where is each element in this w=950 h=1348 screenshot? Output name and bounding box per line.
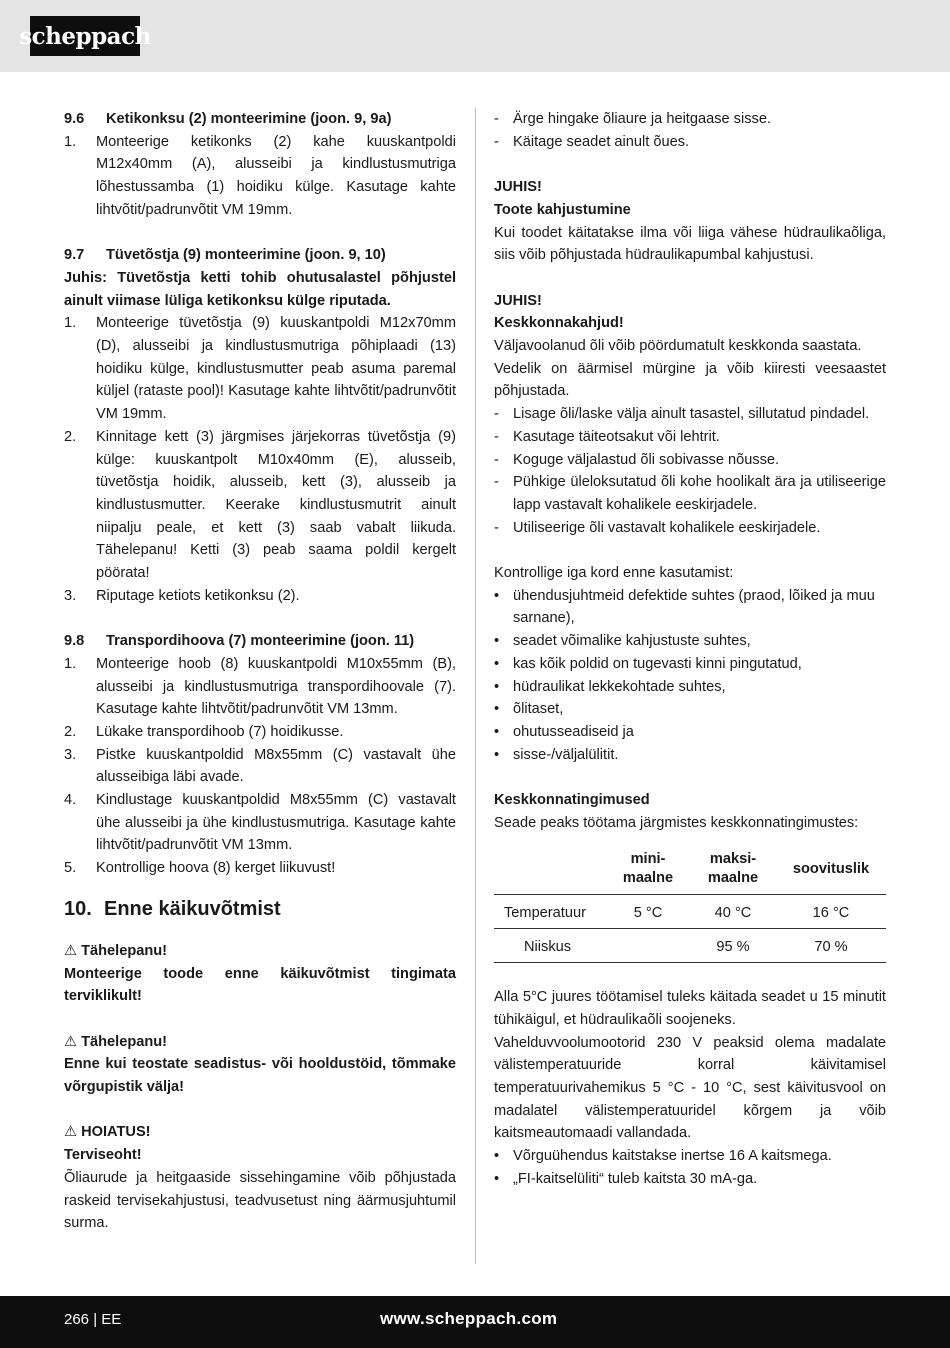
- warning-1-head: ⚠ Tähelepanu!: [64, 942, 168, 959]
- section-10-heading: 10. Enne käikuvõtmist: [64, 897, 281, 920]
- bullet-item: • ohutusseadiseid ja: [494, 723, 634, 740]
- bullet-item: • „FI-kaitselüliti“ tuleb kaitsta 30 mA-ga.: [494, 1170, 758, 1187]
- bullet-item: • Võrguühendus kaitstakse inertse 16 A kaitsmega.: [494, 1148, 832, 1165]
- dash-item: - Lisage õli/laske välja ainult tasastel, sillutatud pindadel.: [494, 406, 870, 423]
- table-header-row: [494, 838, 886, 895]
- dash-item: - Ärge hingake õliaure ja heitgaase sisse.: [494, 111, 771, 127]
- note-1-sub: Toote kahjustumine: [494, 201, 631, 218]
- check-intro: Kontrollige iga kord enne kasutamist:: [494, 565, 734, 582]
- section-9-6-title: 9.6 Ketikonksu (2) monteerimine (joon. 9, 9a): [64, 111, 392, 127]
- dash-item: - Pühkige üleloksutatud õli kohe hoolikalt ära ja utiliseerige lapp vastavalt kohalikele eeskirjadele.: [494, 474, 886, 513]
- note-2-sub: Keskkonnakahjud!: [494, 315, 624, 332]
- right-column: [494, 108, 886, 1190]
- warning-3-sub: Terviseoht!: [64, 1147, 142, 1164]
- page-number: 266 | EE: [64, 1311, 122, 1328]
- env-title: Keskkonnatingimused: [494, 792, 650, 809]
- left-column: [64, 108, 456, 1235]
- dash-item: - Koguge väljalastud õli sobivasse nõusse.: [494, 451, 780, 468]
- warning-triangle-icon: ⚠: [64, 942, 78, 959]
- bullet-item: • sisse-/väljalülitit.: [494, 746, 619, 763]
- note-2-text-1: Väljavoolanud õli võib pöördumatult keskkonda saastata.: [494, 338, 862, 354]
- dash-item: - Utiliseerige õli vastavalt kohalikele eeskirjadele.: [494, 519, 821, 536]
- col-header-max: maksi- maalne: [690, 838, 776, 895]
- bottom-paragraph-2: Vahelduvvoolumootorid 230 V peaksid olema madalate välistemperatuuride korral käivitamisel temperatuurivahemikus 5 °C - 10 °C, sest käivitusvool on madalatel välistemperatuuridel kõrgem ja võib kaitsmeautomaadi vallandada.: [494, 1034, 886, 1142]
- environment-table: [494, 838, 886, 963]
- warning-triangle-icon: ⚠: [64, 1124, 78, 1141]
- list-item: 2. Kinnitage kett (3) järgmises järjekorras tüvetõstja (9) külge: kuuskantpolt M10x40mm (E), alusseib, tüvetõstja hoidik, alusseib, kett (3), alusseib ja kindlustusmutter. Keerake kindlustusmutrit ainult niipalju peale, et kett (3) saab vabalt liikuda. Tähelepanu! Ketti (3) peab saama poldil kergelt pöörata!: [64, 428, 456, 582]
- list-item: 2. Lükake transpordihoob (7) hoidikusse.: [64, 723, 344, 740]
- section-9-7-note: Juhis: Tüvetõstja ketti tohib ohutusalastel põhjustel ainult viimase lüliga ketikonksu külge riputada.: [64, 269, 456, 309]
- section-9-7-title: 9.7 Tüvetõstja (9) monteerimine (joon. 9, 10): [64, 247, 386, 264]
- table-row: Temperatuur 5 °C 40 °C 16 °C: [494, 895, 886, 929]
- bullet-item: • hüdraulikat lekkekohtade suhtes,: [494, 678, 726, 695]
- note-2-head: JUHIS!: [494, 292, 542, 309]
- list-item: 1. Monteerige ketikonks (2) kahe kuuskantpoldi M12x40mm (A), alusseibi ja kindlustusmutriga lõhestussamba (1) hoidiku külge. Kasutage kahte lihtvõtit/padrunvõtit VM 19mm.: [64, 133, 456, 218]
- note-1-head: JUHIS!: [494, 179, 542, 196]
- bullet-item: • õlitaset,: [494, 701, 564, 718]
- website-url: www.scheppach.com: [380, 1309, 558, 1328]
- column-divider: [475, 108, 476, 1264]
- page-header: [0, 0, 950, 72]
- bullet-item: • kas kõik poldid on tugevasti kinni pingutatud,: [494, 655, 802, 672]
- bullet-item: • ühendusjuhtmeid defektide suhtes (praod, lõiked ja muu sarnane),: [494, 587, 875, 627]
- dash-item: - Käitage seadet ainult õues.: [494, 133, 690, 150]
- note-1-text: Kui toodet käitatakse ilma või liiga vähese hüdraulikaõliga, siis võib põhjustada hüdraulikapumbal kahjustusi.: [494, 224, 886, 264]
- env-intro: Seade peaks töötama järgmistes keskkonnatingimustes:: [494, 814, 859, 831]
- list-item: 3. Riputage ketiots ketikonksu (2).: [64, 587, 300, 604]
- table-row: Niiskus 95 % 70 %: [494, 929, 886, 963]
- page-footer: [0, 1296, 950, 1348]
- section-9-8-title: 9.8 Transpordihoova (7) monteerimine (joon. 11): [64, 633, 415, 650]
- list-item: 3. Pistke kuuskantpoldid M8x55mm (C) vastavalt ühe alusseibiga läbi avade.: [64, 746, 456, 786]
- warning-triangle-icon: ⚠: [64, 1033, 78, 1050]
- warning-3-text: Õliaurude ja heitgaaside sissehingamine võib põhjustada raskeid tervisekahjustusi, teadvusetust ning äärmusjuhtumil surma.: [64, 1169, 456, 1232]
- bottom-paragraph-1: Alla 5°C juures töötamisel tuleks käitada seadet u 15 minutit tühikäigul, et hüdraulikaõli soojeneks.: [494, 989, 886, 1028]
- bullet-item: • seadet võimalike kahjustuste suhtes,: [494, 633, 751, 650]
- note-2-text-2: Vedelik on äärmisel mürgine ja võib kiiresti veesaastet põhjustada.: [494, 360, 886, 400]
- warning-2-text: Enne kui teostate seadistus- või hooldustöid, tõmmake võrgupistik välja!: [64, 1056, 456, 1096]
- list-item: 1. Monteerige hoob (8) kuuskantpoldi M10x55mm (B), alusseibi ja kindlustusmutriga transpordihoovale (7). Kasutage kahte lihtvõtit/padrunvõtit VM 13mm.: [64, 655, 456, 718]
- warning-1-text: Monteerige toode enne käikuvõtmist tingimata terviklikult!: [64, 965, 456, 1005]
- list-item: 4. Kindlustage kuuskantpoldid M8x55mm (C) vastavalt ühe alusseibi ja ühe kindlustusmutriga. Kasutage kahte lihtvõtit/padrunvõtit VM 13mm.: [64, 792, 456, 854]
- col-header-rec: soovituslik: [776, 838, 886, 895]
- list-item: 1. Monteerige tüvetõstja (9) kuuskantpoldi M12x70mm (D), alusseibi ja kindlustusmutriga põhiplaadi (13) hoidiku külge, kindlustusmutter peab asuma paremal küljel (rataste pool)! Kasutage kahte lihtvõtit/padrunvõtit VM 19mm.: [64, 315, 456, 423]
- warning-3-head: ⚠ HOIATUS!: [64, 1124, 151, 1141]
- scheppach-logo: scheppach: [30, 16, 140, 56]
- dash-item: - Kasutage täiteotsakut või lehtrit.: [494, 428, 720, 445]
- list-item: 5. Kontrollige hoova (8) kerget liikuvust!: [64, 860, 336, 877]
- col-header-min: mini- maalne: [606, 838, 690, 895]
- warning-2-head: ⚠ Tähelepanu!: [64, 1033, 168, 1050]
